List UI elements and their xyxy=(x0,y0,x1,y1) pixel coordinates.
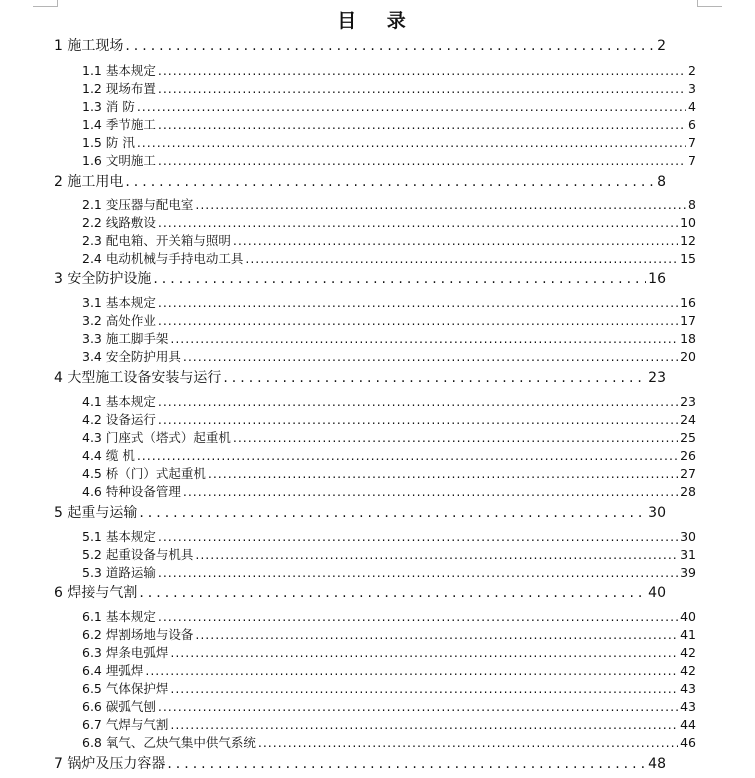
toc-entry-label: 6 焊接与气割 xyxy=(54,585,138,601)
toc-section-entry[interactable] xyxy=(82,98,696,116)
dot-leader xyxy=(245,250,678,268)
toc-entry-page-number: 31 xyxy=(680,547,696,562)
toc-chapter-entry[interactable] xyxy=(54,754,666,774)
dot-leader xyxy=(233,232,678,250)
dot-leader xyxy=(137,134,686,152)
toc-section-entry[interactable] xyxy=(82,528,696,546)
dot-leader xyxy=(137,98,686,116)
dot-leader xyxy=(139,583,646,603)
toc-entry-page-number: 24 xyxy=(680,412,696,427)
dot-leader xyxy=(158,698,678,716)
toc-entry-label: 6.6 碳弧气刨 xyxy=(82,699,156,714)
toc-entry-page-number: 8 xyxy=(657,174,666,190)
dot-leader xyxy=(170,716,678,734)
toc-entry-label: 3.3 施工脚手架 xyxy=(82,331,169,346)
toc-section-entry[interactable] xyxy=(82,62,696,80)
dot-leader xyxy=(208,465,678,483)
toc-section-entry[interactable] xyxy=(82,250,696,268)
toc-section-entry[interactable] xyxy=(82,447,696,465)
toc-entry-label: 4.5 桥（门）式起重机 xyxy=(82,466,206,481)
toc-entry-label: 1.3 消 防 xyxy=(82,99,135,114)
toc-entry-page-number: 23 xyxy=(680,394,696,409)
dot-leader xyxy=(125,36,655,56)
toc-entry-label: 1.1 基本规定 xyxy=(82,63,156,78)
toc-chapter-entry[interactable] xyxy=(54,172,666,192)
toc-section-entry[interactable] xyxy=(82,429,696,447)
toc-section-entry[interactable] xyxy=(82,393,696,411)
toc-chapter-entry[interactable] xyxy=(54,503,666,523)
toc-entry-label: 2.2 线路敷设 xyxy=(82,215,156,230)
toc-section-entry[interactable] xyxy=(82,312,696,330)
dot-leader xyxy=(170,330,678,348)
toc-entry-label: 7 锅炉及压力容器 xyxy=(54,756,166,772)
toc-entry-label: 4.1 基本规定 xyxy=(82,394,156,409)
dot-leader xyxy=(158,608,678,626)
toc-section-entry[interactable] xyxy=(82,294,696,312)
toc-entry-page-number: 17 xyxy=(680,313,696,328)
toc-entry-page-number: 26 xyxy=(680,448,696,463)
toc-entry-label: 6.8 氧气、乙炔气集中供气系统 xyxy=(82,735,256,750)
toc-entry-page-number: 40 xyxy=(648,585,666,601)
toc-entry-label: 5.1 基本规定 xyxy=(82,529,156,544)
toc-entry-page-number: 12 xyxy=(680,233,696,248)
dot-leader xyxy=(223,368,646,388)
toc-section-entry[interactable] xyxy=(82,626,696,644)
dot-leader xyxy=(153,269,646,289)
toc-entry-label: 4.2 设备运行 xyxy=(82,412,156,427)
dot-leader xyxy=(170,644,678,662)
dot-leader xyxy=(195,196,686,214)
dot-leader xyxy=(158,564,678,582)
toc-section-entry[interactable] xyxy=(82,662,696,680)
dot-leader xyxy=(158,393,678,411)
toc-entry-page-number: 15 xyxy=(680,251,696,266)
toc-entry-page-number: 43 xyxy=(680,699,696,714)
toc-section-entry[interactable] xyxy=(82,116,696,134)
toc-entry-label: 5.2 起重设备与机具 xyxy=(82,547,194,562)
toc-section-entry[interactable] xyxy=(82,483,696,501)
toc-entry-label: 4.6 特种设备管理 xyxy=(82,484,181,499)
toc-section-entry[interactable] xyxy=(82,348,696,366)
dot-leader xyxy=(158,62,686,80)
toc-entry-label: 3.4 安全防护用具 xyxy=(82,349,181,364)
toc-section-entry[interactable] xyxy=(82,196,696,214)
toc-entry-page-number: 4 xyxy=(688,99,696,114)
toc-entry-page-number: 16 xyxy=(680,295,696,310)
toc-entry-label: 1.4 季节施工 xyxy=(82,117,156,132)
toc-entry-page-number: 41 xyxy=(680,627,696,642)
toc-entry-page-number: 2 xyxy=(657,38,666,54)
toc-entry-label: 3.2 高处作业 xyxy=(82,313,156,328)
dot-leader xyxy=(195,546,678,564)
dot-leader xyxy=(137,447,678,465)
toc-entry-page-number: 23 xyxy=(648,370,666,386)
dot-leader xyxy=(158,80,686,98)
toc-entry-label: 1.2 现场布置 xyxy=(82,81,156,96)
toc-entry-page-number: 3 xyxy=(688,81,696,96)
toc-chapter-entry[interactable] xyxy=(54,36,666,56)
toc-section-entry[interactable] xyxy=(82,411,696,429)
toc-entry-label: 6.1 基本规定 xyxy=(82,609,156,624)
toc-entry-page-number: 43 xyxy=(680,681,696,696)
toc-entry-page-number: 27 xyxy=(680,466,696,481)
toc-entry-page-number: 30 xyxy=(680,529,696,544)
toc-section-entry[interactable] xyxy=(82,465,696,483)
toc-entry-page-number: 7 xyxy=(688,135,696,150)
dot-leader xyxy=(125,172,655,192)
toc-section-entry[interactable] xyxy=(82,644,696,662)
toc-entry-label: 2.3 配电箱、开关箱与照明 xyxy=(82,233,231,248)
toc-entry-page-number: 48 xyxy=(648,756,666,772)
toc-entry-page-number: 42 xyxy=(680,663,696,678)
toc-entry-page-number: 30 xyxy=(648,505,666,521)
toc-entry-page-number: 46 xyxy=(680,735,696,750)
toc-section-entry[interactable] xyxy=(82,330,696,348)
toc-entry-page-number: 10 xyxy=(680,215,696,230)
toc-chapter-entry[interactable] xyxy=(54,368,666,388)
dot-leader xyxy=(233,429,678,447)
toc-entry-page-number: 42 xyxy=(680,645,696,660)
toc-entry-label: 1.5 防 汛 xyxy=(82,135,135,150)
dot-leader xyxy=(145,662,678,680)
toc-entry-label: 2.4 电动机械与手持电动工具 xyxy=(82,251,244,266)
toc-entry-label: 6.3 焊条电弧焊 xyxy=(82,645,169,660)
dot-leader xyxy=(158,152,686,170)
toc-entry-label: 1.6 文明施工 xyxy=(82,153,156,168)
toc-entry-page-number: 28 xyxy=(680,484,696,499)
toc-section-entry[interactable] xyxy=(82,214,696,232)
toc-section-entry[interactable] xyxy=(82,698,696,716)
toc-entry-label: 4.4 缆 机 xyxy=(82,448,135,463)
toc-entry-page-number: 25 xyxy=(680,430,696,445)
toc-entry-page-number: 18 xyxy=(680,331,696,346)
dot-leader xyxy=(167,754,646,774)
toc-entry-label: 6.2 焊割场地与设备 xyxy=(82,627,194,642)
dot-leader xyxy=(158,528,678,546)
toc-entry-page-number: 39 xyxy=(680,565,696,580)
toc-entry-page-number: 16 xyxy=(648,271,666,287)
dot-leader xyxy=(158,294,678,312)
crop-mark-top-right xyxy=(697,0,722,7)
dot-leader xyxy=(195,626,678,644)
toc-entry-label: 2.1 变压器与配电室 xyxy=(82,197,194,212)
toc-entry-label: 2 施工用电 xyxy=(54,174,124,190)
toc-entry-label: 6.4 埋弧焊 xyxy=(82,663,144,678)
toc-entry-page-number: 20 xyxy=(680,349,696,364)
toc-title: 目 录 xyxy=(337,10,418,32)
dot-leader xyxy=(183,348,678,366)
toc-entry-label: 3.1 基本规定 xyxy=(82,295,156,310)
dot-leader xyxy=(158,214,678,232)
dot-leader xyxy=(158,116,686,134)
toc-section-entry[interactable] xyxy=(82,134,696,152)
toc-entry-page-number: 2 xyxy=(688,63,696,78)
toc-section-entry[interactable] xyxy=(82,716,696,734)
toc-section-entry[interactable] xyxy=(82,152,696,170)
toc-entry-page-number: 7 xyxy=(688,153,696,168)
dot-leader xyxy=(158,312,678,330)
dot-leader xyxy=(183,483,678,501)
toc-entry-label: 4.3 门座式（塔式）起重机 xyxy=(82,430,231,445)
toc-entry-page-number: 44 xyxy=(680,717,696,732)
toc-section-entry[interactable] xyxy=(82,680,696,698)
toc-section-entry[interactable] xyxy=(82,232,696,250)
toc-entry-label: 5 起重与运输 xyxy=(54,505,138,521)
dot-leader xyxy=(170,680,678,698)
toc-section-entry[interactable] xyxy=(82,80,696,98)
toc-entry-label: 4 大型施工设备安装与运行 xyxy=(54,370,222,386)
toc-section-entry[interactable] xyxy=(82,564,696,582)
toc-entry-label: 3 安全防护设施 xyxy=(54,271,152,287)
toc-chapter-entry[interactable] xyxy=(54,269,666,289)
dot-leader xyxy=(258,734,678,752)
toc-entry-label: 5.3 道路运输 xyxy=(82,565,156,580)
toc-entry-label: 6.5 气体保护焊 xyxy=(82,681,169,696)
toc-entry-label: 1 施工现场 xyxy=(54,38,124,54)
dot-leader xyxy=(158,411,678,429)
toc-chapter-entry[interactable] xyxy=(54,583,666,603)
toc-entry-page-number: 8 xyxy=(688,197,696,212)
toc-section-entry[interactable] xyxy=(82,546,696,564)
toc-entry-label: 6.7 气焊与气割 xyxy=(82,717,169,732)
toc-section-entry[interactable] xyxy=(82,734,696,752)
toc-entry-page-number: 40 xyxy=(680,609,696,624)
toc-section-entry[interactable] xyxy=(82,608,696,626)
toc-entry-page-number: 6 xyxy=(688,117,696,132)
crop-mark-top-left xyxy=(33,0,58,7)
dot-leader xyxy=(139,503,646,523)
